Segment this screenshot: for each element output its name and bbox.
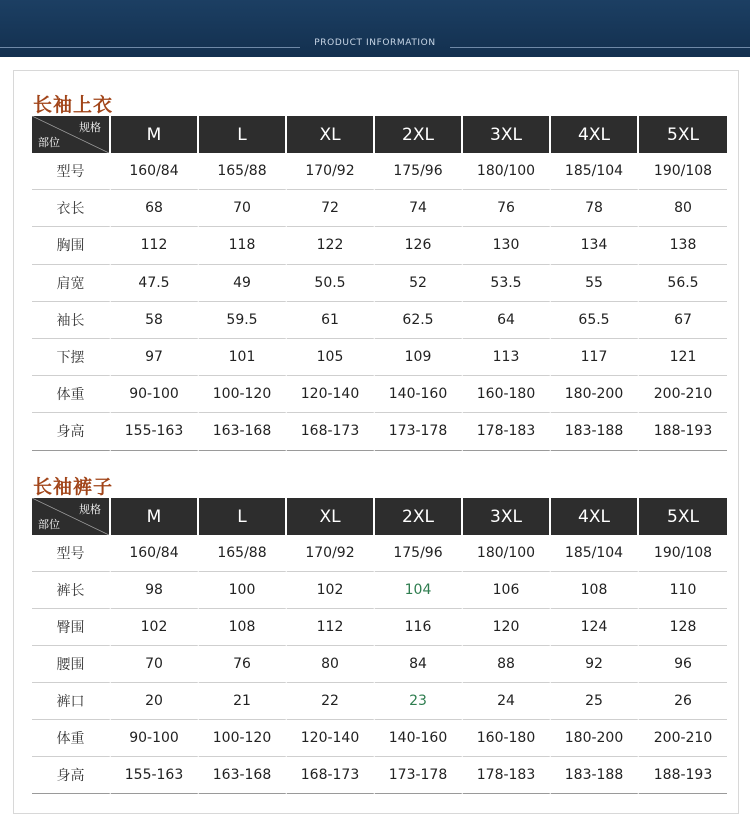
table-cell: 26 [639,683,727,720]
table-row [32,339,727,376]
table-row [32,190,727,227]
table-cell: 78 [551,190,639,227]
table-cell: 101 [199,339,287,376]
table-cell: 180-200 [551,376,639,413]
table-row [32,302,727,339]
row-label: 腰围 [32,646,111,683]
table-cell: 165/88 [199,153,287,190]
table-cell: 67 [639,302,727,339]
table-cell: 120 [463,609,551,646]
table-cell: 126 [375,227,463,264]
table-cell: 88 [463,646,551,683]
table-cell: 140-160 [375,376,463,413]
corner-label-spec: 规格 [79,121,101,134]
table-cell: 188-193 [639,413,727,450]
size-header-m: M [111,498,199,535]
table-cell: 175/96 [375,535,463,572]
size-header-2xl: 2XL [375,116,463,153]
top-banner [0,0,750,57]
table-cell: 163-168 [199,757,287,794]
table-cell: 49 [199,265,287,302]
table-row [32,720,727,757]
table-cell: 76 [199,646,287,683]
row-label: 型号 [32,535,111,572]
table-row [32,376,727,413]
table-cell: 170/92 [287,535,375,572]
corner-label-part: 部位 [38,136,60,149]
row-label: 衣长 [32,190,111,227]
table-cell: 21 [199,683,287,720]
row-label: 裤口 [32,683,111,720]
table-cell: 140-160 [375,720,463,757]
table-cell: 61 [287,302,375,339]
table-cell: 50.5 [287,265,375,302]
row-label: 体重 [32,376,111,413]
table-cell: 70 [111,646,199,683]
table-cell: 92 [551,646,639,683]
size-header-5xl: 5XL [639,116,727,153]
table-cell: 178-183 [463,413,551,450]
table-row [32,757,727,794]
size-header-xl: XL [287,498,375,535]
size-table-top [32,116,727,451]
table-cell: 24 [463,683,551,720]
table-cell: 134 [551,227,639,264]
table-cell: 117 [551,339,639,376]
header-row [32,498,727,535]
table-cell: 98 [111,572,199,609]
row-label: 型号 [32,153,111,190]
table-cell: 64 [463,302,551,339]
size-header-2xl: 2XL [375,498,463,535]
section-title-pants: 长袖裤子 [33,476,114,498]
table-cell: 178-183 [463,757,551,794]
table-cell: 120-140 [287,720,375,757]
table-cell: 155-163 [111,413,199,450]
size-header-4xl: 4XL [551,116,639,153]
table-cell: 97 [111,339,199,376]
row-label: 体重 [32,720,111,757]
header-row [32,116,727,153]
table-cell: 74 [375,190,463,227]
table-row [32,413,727,450]
table-cell: 47.5 [111,265,199,302]
table-cell: 53.5 [463,265,551,302]
table-cell: 104 [375,572,463,609]
table-cell: 160/84 [111,535,199,572]
row-label: 裤长 [32,572,111,609]
size-table-pants [32,498,727,794]
table-cell: 72 [287,190,375,227]
table-cell: 168-173 [287,413,375,450]
table-cell: 121 [639,339,727,376]
size-header-xl: XL [287,116,375,153]
table-cell: 138 [639,227,727,264]
table-cell: 55 [551,265,639,302]
table-cell: 170/92 [287,153,375,190]
table-row [32,572,727,609]
table-cell: 185/104 [551,535,639,572]
table-row [32,609,727,646]
table-cell: 80 [287,646,375,683]
table-cell: 163-168 [199,413,287,450]
size-header-4xl: 4XL [551,498,639,535]
table-cell: 25 [551,683,639,720]
table-cell: 23 [375,683,463,720]
size-header-3xl: 3XL [463,498,551,535]
table-cell: 173-178 [375,757,463,794]
table-cell: 180-200 [551,720,639,757]
table-row [32,265,727,302]
table-cell: 165/88 [199,535,287,572]
table-cell: 22 [287,683,375,720]
table-cell: 190/108 [639,153,727,190]
table-cell: 102 [287,572,375,609]
table-cell: 180/100 [463,153,551,190]
table-row [32,227,727,264]
table-cell: 113 [463,339,551,376]
table-cell: 124 [551,609,639,646]
table-cell: 160-180 [463,720,551,757]
table-cell: 20 [111,683,199,720]
table-cell: 183-188 [551,413,639,450]
table-cell: 100-120 [199,720,287,757]
row-label: 身高 [32,413,111,450]
table-cell: 200-210 [639,720,727,757]
table-cell: 130 [463,227,551,264]
banner-subtitle: PRODUCT INFORMATION [314,38,436,48]
table-cell: 56.5 [639,265,727,302]
corner-label-spec: 规格 [79,503,101,516]
table-cell: 118 [199,227,287,264]
table-cell: 185/104 [551,153,639,190]
row-label: 下摆 [32,339,111,376]
size-header-m: M [111,116,199,153]
table-cell: 105 [287,339,375,376]
table-cell: 109 [375,339,463,376]
table-cell: 59.5 [199,302,287,339]
table-cell: 112 [287,609,375,646]
table-cell: 65.5 [551,302,639,339]
row-label: 身高 [32,757,111,794]
table-cell: 90-100 [111,720,199,757]
table-cell: 100-120 [199,376,287,413]
table-cell: 108 [551,572,639,609]
table-cell: 62.5 [375,302,463,339]
row-label: 胸围 [32,227,111,264]
table-cell: 108 [199,609,287,646]
table-row [32,646,727,683]
table-cell: 190/108 [639,535,727,572]
table-row [32,535,727,572]
size-header-5xl: 5XL [639,498,727,535]
table-cell: 188-193 [639,757,727,794]
table-cell: 175/96 [375,153,463,190]
table-cell: 112 [111,227,199,264]
table-cell: 155-163 [111,757,199,794]
table-cell: 76 [463,190,551,227]
table-cell: 96 [639,646,727,683]
table-cell: 168-173 [287,757,375,794]
table-cell: 200-210 [639,376,727,413]
table-cell: 102 [111,609,199,646]
table-cell: 90-100 [111,376,199,413]
table-cell: 84 [375,646,463,683]
table-cell: 183-188 [551,757,639,794]
table-cell: 160-180 [463,376,551,413]
table-cell: 106 [463,572,551,609]
table-cell: 120-140 [287,376,375,413]
section-title-top: 长袖上衣 [33,94,114,116]
table-cell: 52 [375,265,463,302]
table-cell: 173-178 [375,413,463,450]
row-label: 袖长 [32,302,111,339]
row-label: 臀围 [32,609,111,646]
size-header-3xl: 3XL [463,116,551,153]
table-cell: 116 [375,609,463,646]
row-label: 肩宽 [32,265,111,302]
corner-header-cell [32,498,111,535]
table-row [32,153,727,190]
corner-header-cell [32,116,111,153]
table-cell: 128 [639,609,727,646]
table-cell: 160/84 [111,153,199,190]
table-cell: 80 [639,190,727,227]
table-cell: 68 [111,190,199,227]
table-cell: 70 [199,190,287,227]
table-row [32,683,727,720]
corner-label-part: 部位 [38,518,60,531]
table-cell: 110 [639,572,727,609]
table-cell: 58 [111,302,199,339]
size-header-l: L [199,116,287,153]
table-cell: 100 [199,572,287,609]
table-cell: 180/100 [463,535,551,572]
table-cell: 122 [287,227,375,264]
size-header-l: L [199,498,287,535]
